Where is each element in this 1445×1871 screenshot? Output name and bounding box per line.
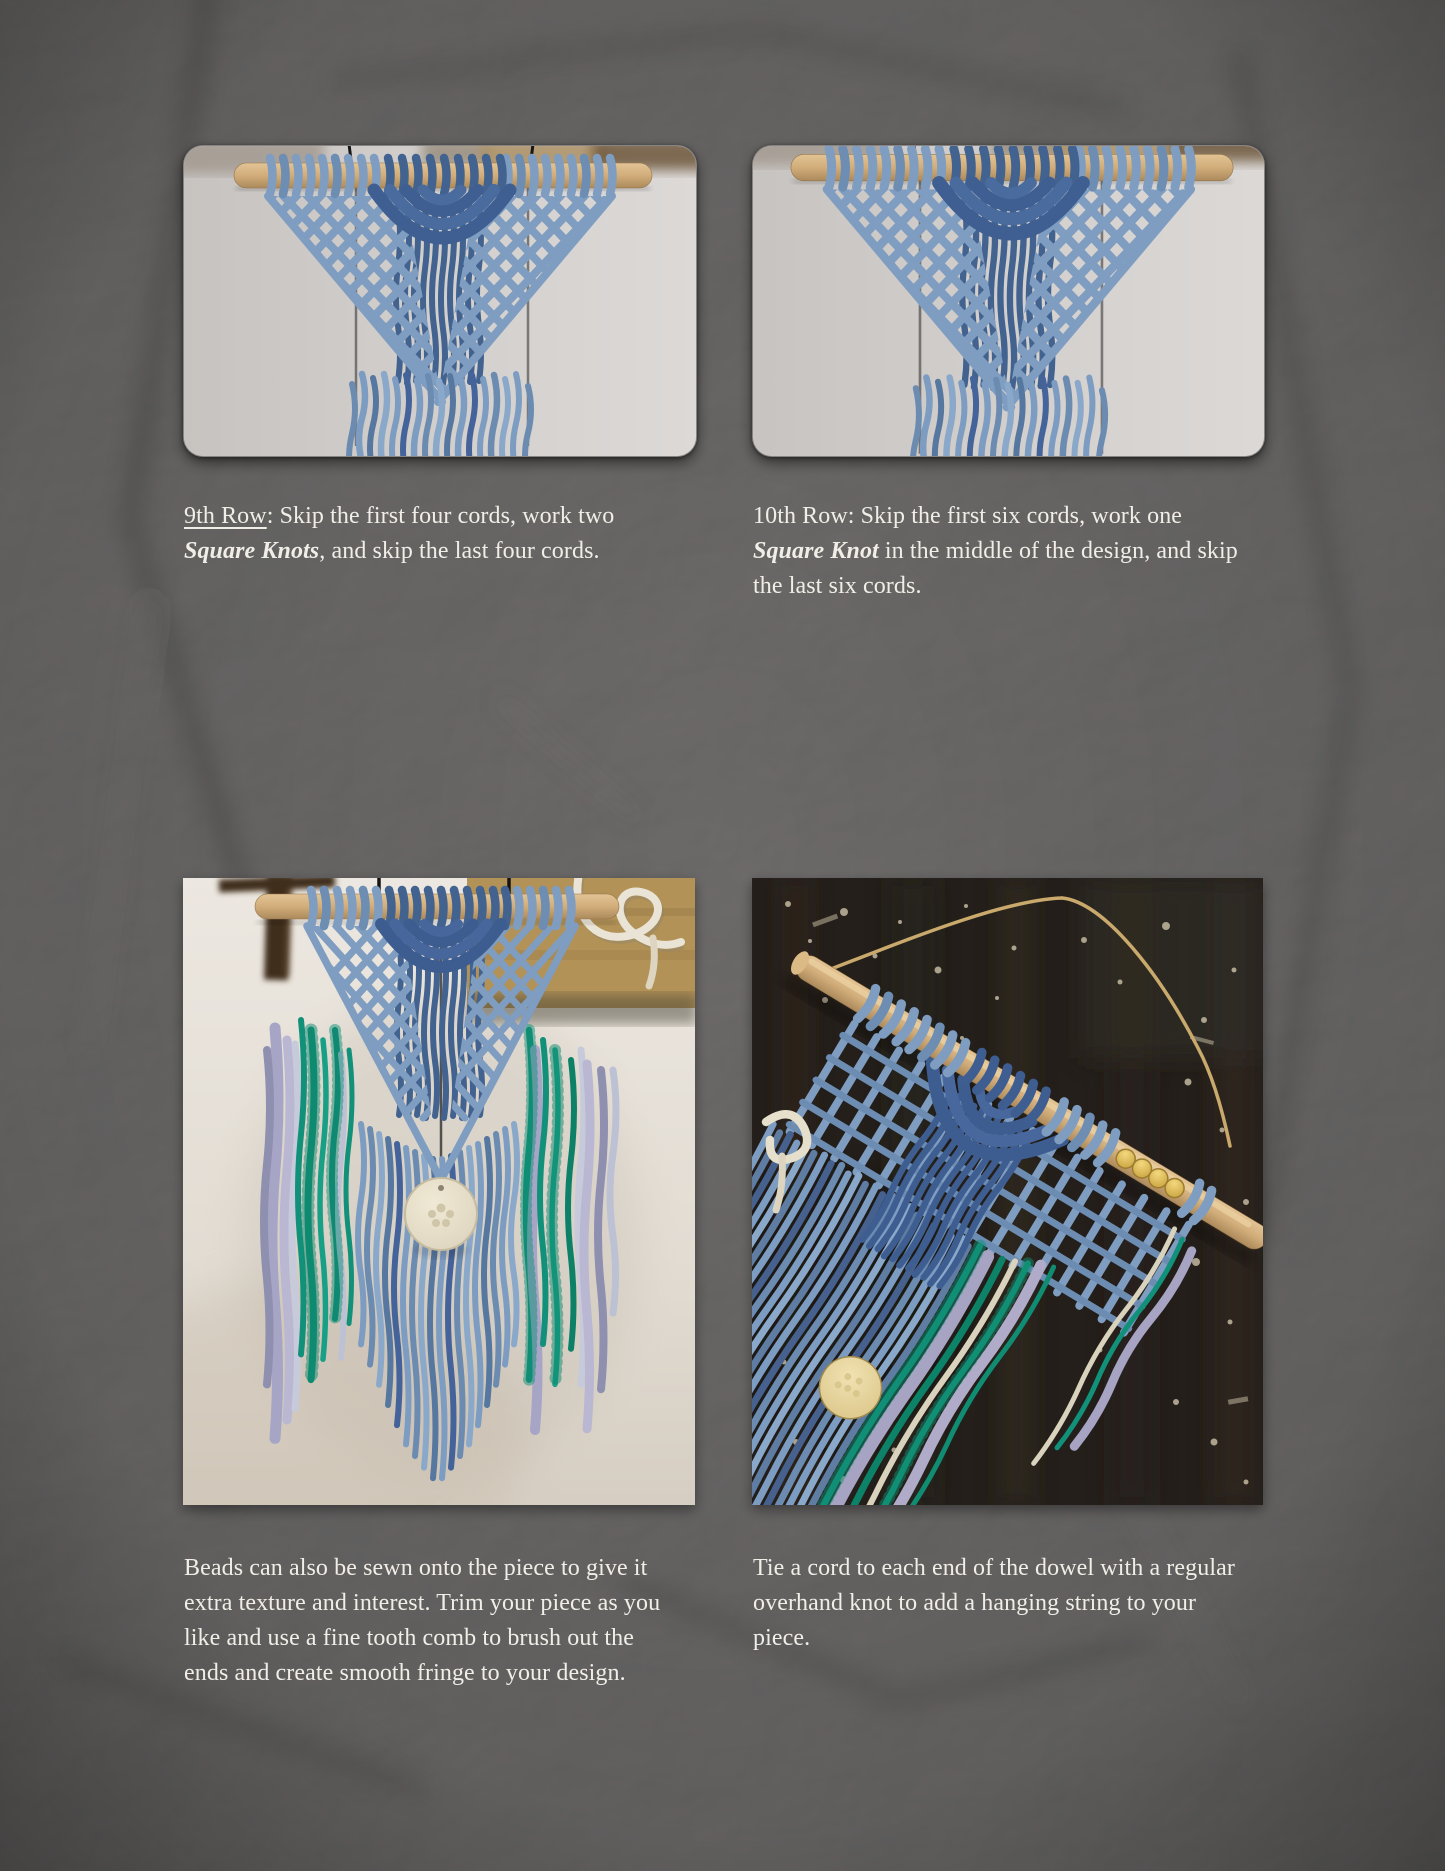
photo-macrame-row10-progress	[752, 145, 1265, 457]
photo-macrame-row9-progress	[183, 145, 697, 457]
caption-hanging-string: Tie a cord to each end of the dowel with a regular overhand knot to add a hanging string to your piece.	[753, 1555, 1235, 1651]
caption-row10-knot-term: Square Knot	[753, 538, 879, 564]
caption-row9-text-1: : Skip the first four cords, work two	[266, 503, 615, 529]
caption-row10	[753, 499, 1253, 604]
caption-row9-term: 9th Row	[184, 503, 267, 529]
photo-finished-hanging-with-bead	[183, 878, 695, 1505]
caption-row9-knot-term: Square Knots	[184, 538, 320, 564]
caption-row9	[184, 499, 684, 569]
caption-row10-text-1: 10th Row: Skip the first six cords, work one	[753, 503, 1183, 529]
photo-hanging-string-on-dowel	[752, 878, 1263, 1505]
caption-row10-text-2: in the middle of the design, and skip the last six cords.	[753, 538, 1238, 599]
caption-row9-text-2: , and skip the last four cords.	[319, 538, 600, 564]
caption-beads-finishing: Beads can also be sewn onto the piece to give it extra texture and interest. Trim your piece as you like and use a fine tooth comb to brush out the ends and create smooth fringe to your design.	[184, 1555, 661, 1686]
